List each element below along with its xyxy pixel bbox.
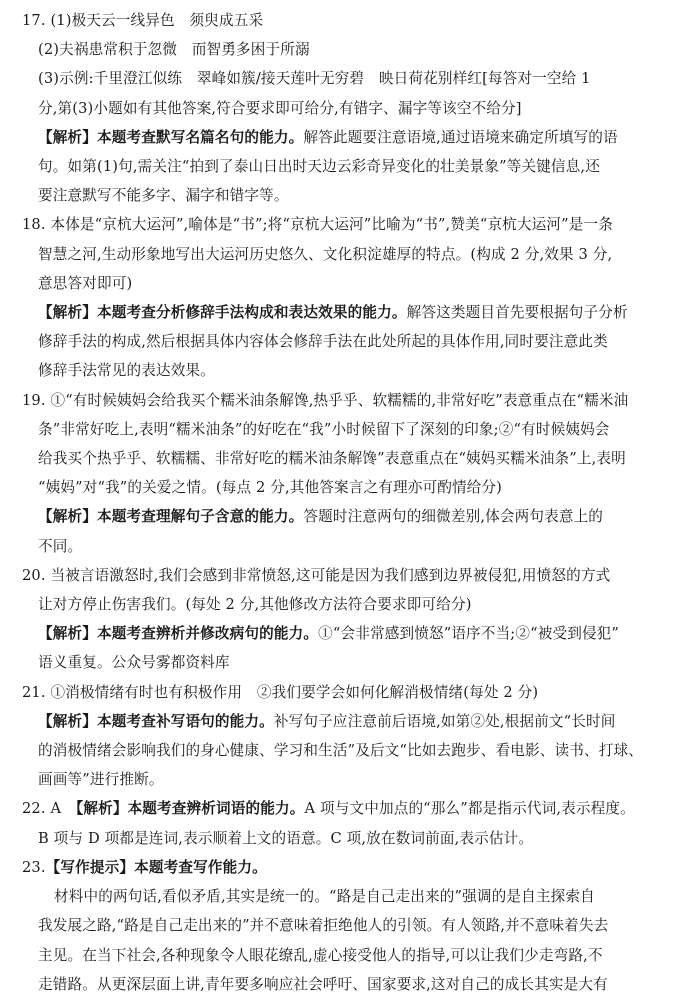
question-19 (22, 386, 675, 561)
q20-analysis-text: ①“会非常感到愤怒”语序不当;②“被受到侵犯” (318, 625, 620, 643)
q19-line-3: 给我买个热乎乎、软糯糯、非常好吃的糯米油条解馋”表意重点在“姨妈买糯米油条”上,表明 (38, 450, 626, 468)
q19-analysis-line (22, 502, 675, 531)
q23-line-5: 走错路。从更深层面上讲,青年要多响应社会呼吁、国家要求,这对自己的成长其实是大有 (38, 975, 608, 993)
question-22 (22, 794, 675, 852)
q18-analysis-label: 【解析】本题考查分析修辞手法构成和表达效果的能力。 (38, 304, 407, 322)
question-17 (22, 6, 675, 210)
q20-analysis-line (22, 619, 675, 648)
q17-analysis-label: 【解析】本题考查默写名篇名句的能力。 (38, 128, 304, 146)
q18-analysis-line (22, 298, 675, 327)
q19-line-4: “姨妈”对“我”的关爱之情。(每点 2 分,其他答案言之有理亦可酌情给分) (38, 479, 503, 497)
q22-analysis-label: 【解析】本题考查辨析词语的能力。 (75, 800, 305, 818)
q19-analysis-text: 答题时注意两句的细微差别,体会两句表意上的 (303, 508, 604, 526)
question-18 (22, 210, 675, 385)
q23-line-2: 材料中的两句话,看似矛盾,其实是统一的。“路是自己走出来的”强调的是自主探索自 (54, 888, 595, 906)
q23-number: 23. (22, 858, 46, 876)
q20-analysis-label: 【解析】本题考查辨析并修改病句的能力。 (38, 625, 319, 643)
q18-line-2: 智慧之河,生动形象地写出大运河历史悠久、文化积淀雄厚的特点。(构成 2 分,效果 3 分, (38, 245, 613, 263)
q17-line-3: (3)示例:千里澄江似练 翠峰如簇/接天莲叶无穷碧 映日荷花别样红[每答对一空给 1 (38, 70, 591, 88)
q17-analysis-text: 解答此题要注意语境,通过语境来确定所填写的语 (303, 128, 618, 146)
q19-line-1: 19. ①“有时候姨妈会给我买个糯米油条解馋,热乎乎、软糯糯的,非常好吃”表意重点在“糯米油 (22, 391, 629, 409)
q22-line-2: B 项与 D 项都是连词,表示顺着上文的语意。C 项,放在数词前面,表示估计。 (38, 829, 534, 847)
q21-line-3: 的消极情绪会影响我们的身心健康、学习和生活”及后文“比如去跑步、看电影、读书、打球、 (38, 742, 643, 760)
q17-line-2: (2)夫祸患常积于忽微 而智勇多困于所溺 (38, 41, 310, 59)
q21-line-4: 画画等”进行推断。 (38, 771, 164, 789)
q22-answer: 22. A (22, 800, 76, 818)
q23-line-3: 我发展之路,“路是自己走出来的”并不意味着拒绝他人的引领。有人领路,并不意味着失去 (38, 917, 609, 935)
q21-analysis-label: 【解析】本题考查补写语句的能力。 (38, 712, 274, 730)
question-20 (22, 561, 675, 678)
q17-line-6: 句。如第(1)句,需关注“拍到了泰山日出时天边云彩奇异变化的壮美景象”等关键信息,还 (38, 158, 600, 176)
q19-analysis-label: 【解析】本题考查理解句子含意的能力。 (38, 508, 304, 526)
q18-line-1: 18. 本体是“京杭大运河”,喻体是“书”;将“京杭大运河”比喻为“书”,赞美“京杭大运河”是一条 (22, 216, 614, 234)
q19-line-6: 不同。 (38, 537, 83, 555)
q23-line-4: 主见。在当下社会,各种现象令人眼花缭乱,虚心接受他人的指导,可以让我们少走弯路,不 (38, 946, 603, 964)
question-23 (22, 853, 675, 999)
q19-line-2: 条”非常好吃上,表明“糯米油条”的好吃在“我”小时候留下了深刻的印象;②“有时候姨妈会 (38, 420, 610, 438)
q20-line-4: 语义重复。公众号雾都资料库 (38, 654, 230, 672)
q23-tip-label: 【写作提示】本题考查写作能力。 (45, 858, 267, 876)
question-21 (22, 678, 675, 795)
q18-line-6: 修辞手法常见的表达效果。 (38, 362, 215, 380)
q17-line-7: 要注意默写不能多字、漏字和错字等。 (38, 187, 289, 205)
q22-line-1 (22, 794, 675, 823)
q17-line-4: 分,第(3)小题如有其他答案,符合要求即可给分,有错字、漏字等该空不给分] (38, 99, 522, 117)
q21-analysis-line (22, 707, 675, 736)
q23-line-1 (22, 853, 675, 882)
q20-line-2: 让对方停止伤害我们。(每处 2 分,其他修改方法符合要求即可给分) (38, 596, 472, 614)
q17-line-1: 17. (1)极天云一线异色 须臾成五采 (22, 12, 264, 29)
q22-analysis-text: A 项与文中加点的“那么”都是指示代词,表示程度。 (304, 800, 635, 818)
q18-analysis-text: 解答这类题目首先要根据句子分析 (406, 304, 628, 322)
q21-analysis-text: 补写句子应注意前后语境,如第②处,根据前文“长时间 (273, 712, 616, 730)
q18-line-5: 修辞手法的构成,然后根据具体内容体会修辞手法在此处所起的具体作用,同时要注意此类 (38, 333, 608, 351)
q20-line-1: 20. 当被言语激怒时,我们会感到非常愤怒,这可能是因为我们感到边界被侵犯,用愤怒的方式 (22, 566, 611, 584)
q18-line-3: 意思答对即可) (38, 274, 133, 292)
q17-analysis-line (22, 123, 675, 152)
q21-line-1: 21. ①消极情绪有时也有积极作用 ②我们要学会如何化解消极情绪(每处 2 分) (22, 683, 539, 701)
